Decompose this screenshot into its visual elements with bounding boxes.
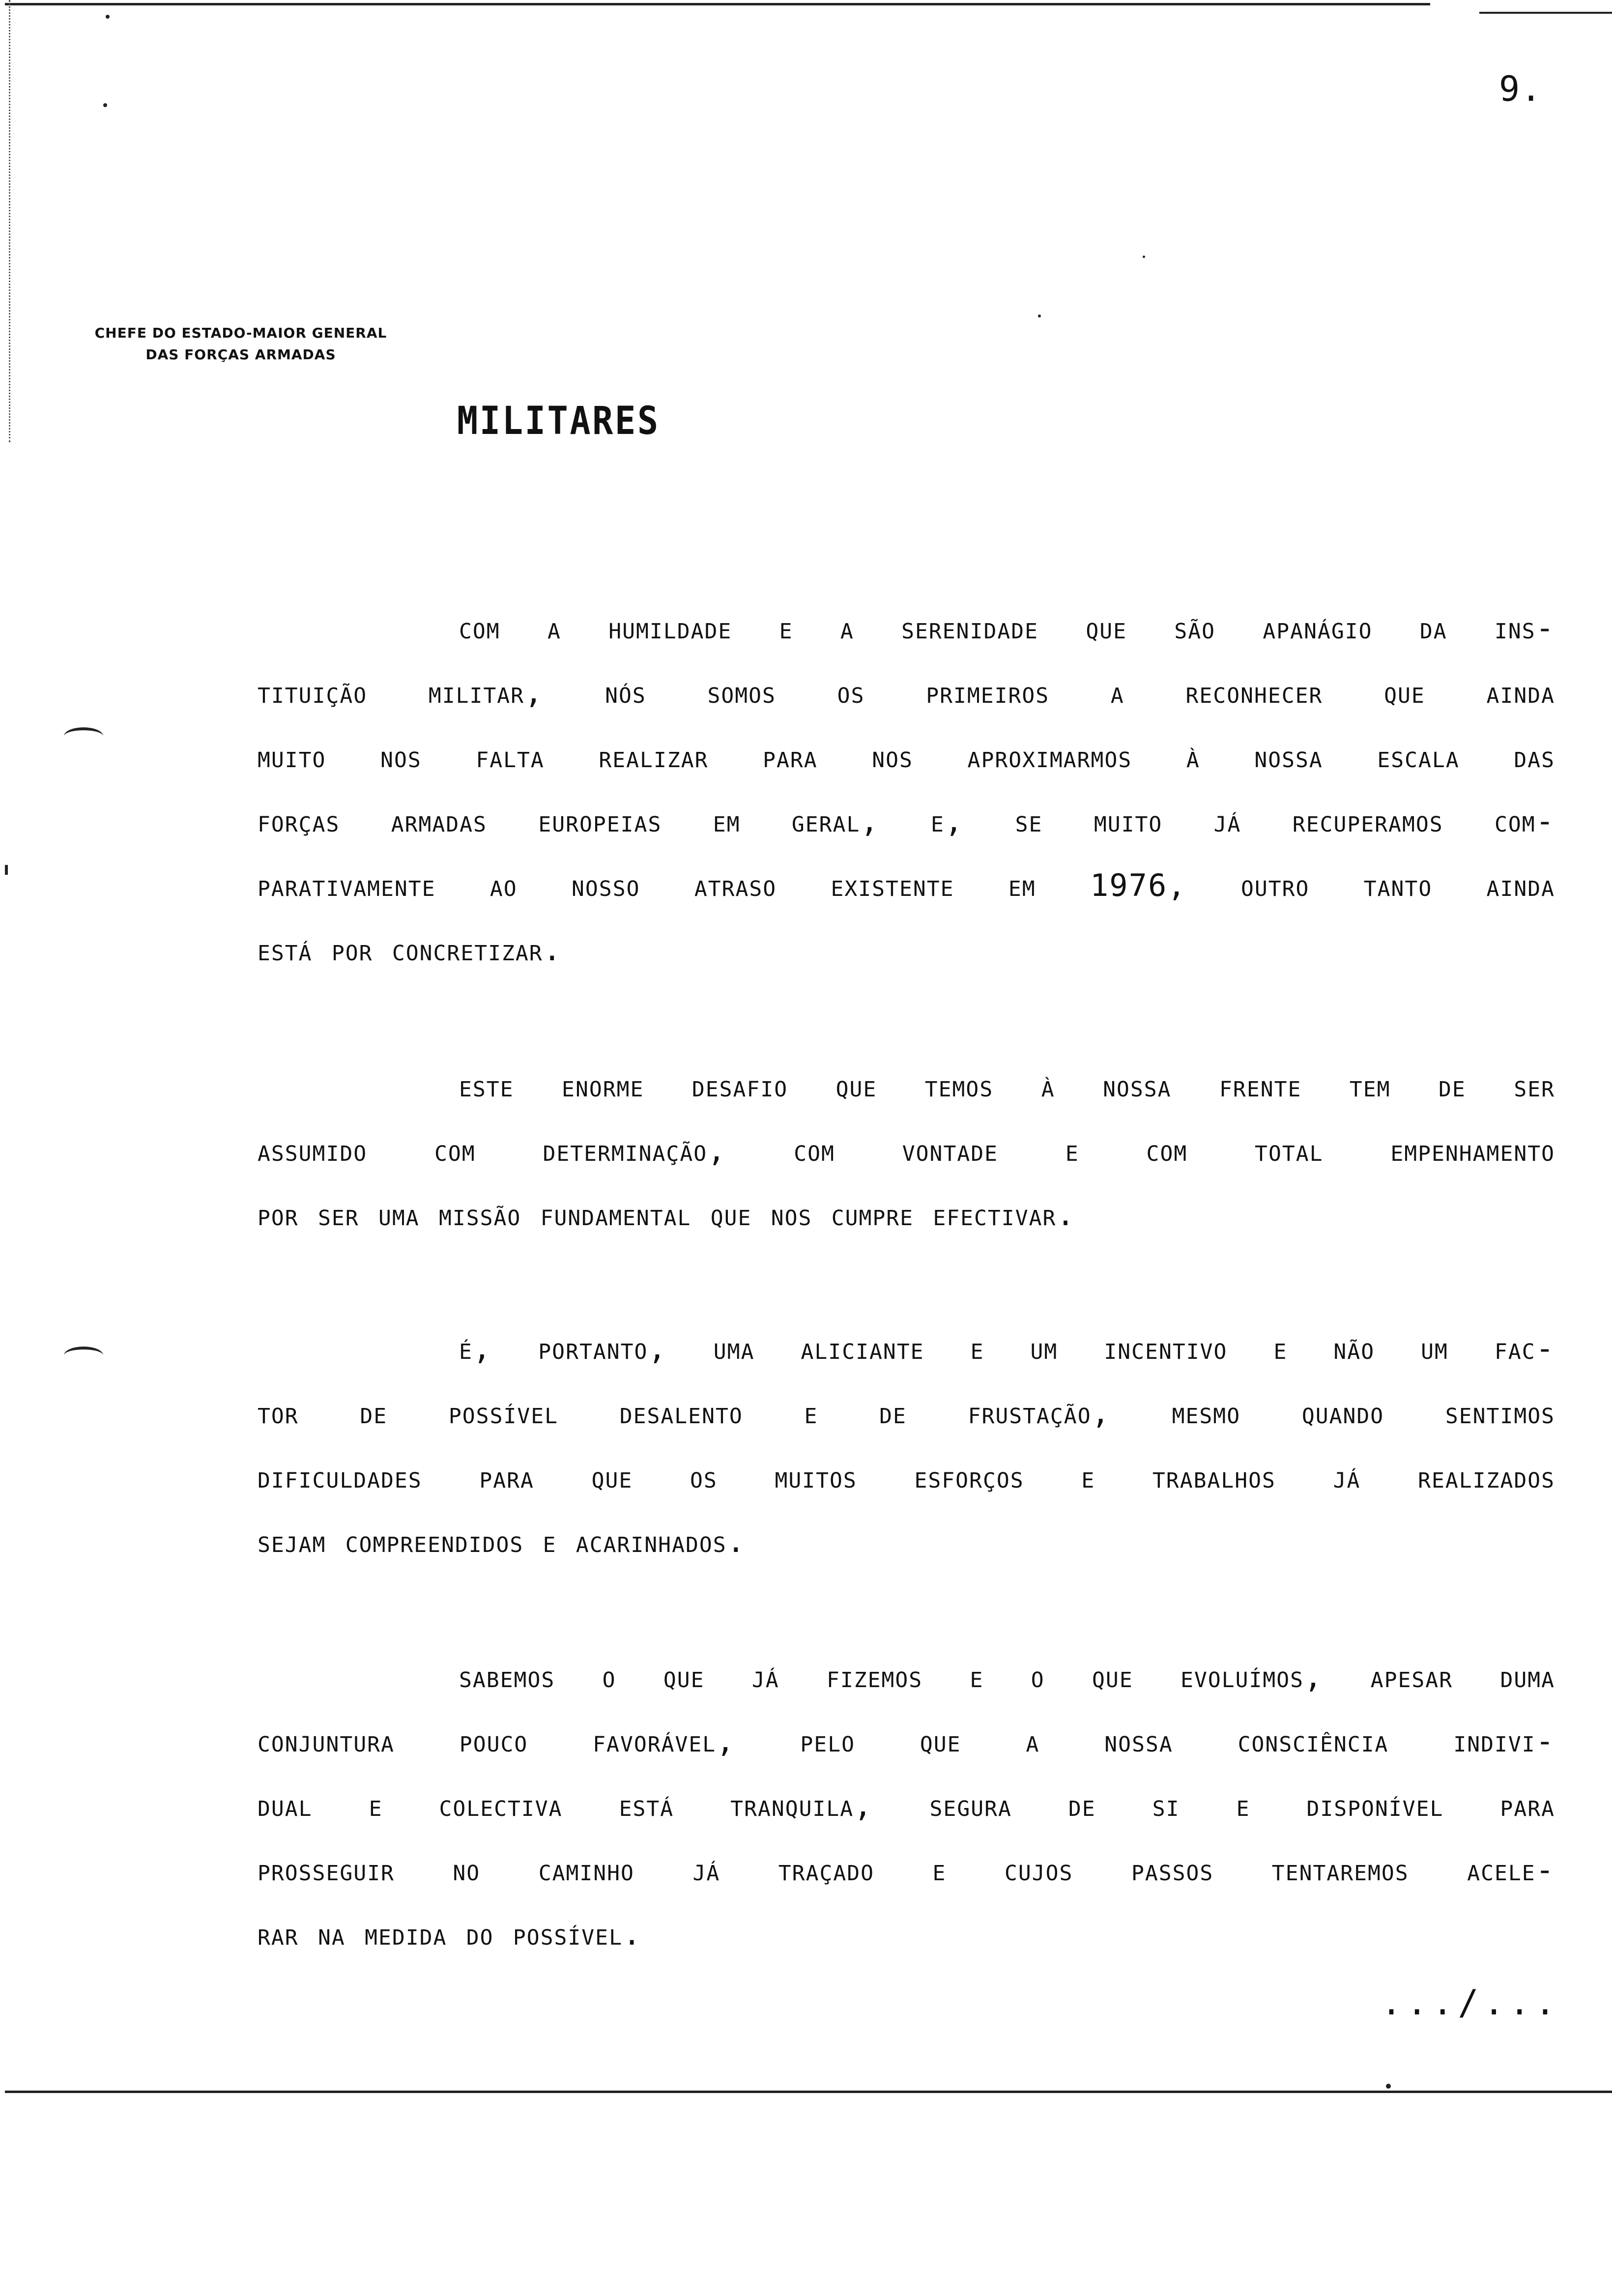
- section-title: MILITARES: [457, 399, 660, 443]
- paragraph-line: forças armadas europeias em geral, e, se muito já recuperamos com-: [258, 803, 1555, 839]
- paragraph-line: é, portanto, uma aliciante e um incentivo e não um fac-: [459, 1330, 1555, 1366]
- scan-bottom-rule: [5, 2091, 1612, 2093]
- paragraph-line: sabemos o que já fizemos e o que evoluímos, apesar duma: [459, 1659, 1555, 1694]
- punch-hole-mark: [64, 1347, 103, 1364]
- scan-left-edge: [9, 0, 10, 442]
- scan-speck: [103, 103, 107, 107]
- paragraph-line: sejam compreendidos e acarinhados.: [258, 1523, 746, 1559]
- paragraph-line: tor de possível desalento e de frustação, mesmo quando sentimos: [258, 1395, 1555, 1431]
- scan-speck: [106, 15, 110, 19]
- paragraph-line: prosseguir no caminho já traçado e cujos passos tentaremos acele-: [258, 1852, 1555, 1888]
- scan-top-rule: [5, 3, 1430, 5]
- letterhead-line-1: CHEFE DO ESTADO-MAIOR GENERAL: [94, 325, 387, 341]
- paragraph-line: muito nos falta realizar para nos aproximarmos à nossa escala das: [258, 739, 1555, 775]
- letterhead: [79, 322, 403, 366]
- paragraph-line: por ser uma missão fundamental que nos cumpre efectivar.: [258, 1197, 1076, 1233]
- page-number: 9.: [1499, 69, 1543, 109]
- paragraph-1: [258, 596, 1555, 982]
- paragraph-line: este enorme desafio que temos à nossa frente tem de ser: [459, 1068, 1555, 1104]
- paragraph-line: com a humildade e a serenidade que são apanágio da ins-: [459, 610, 1555, 646]
- paragraph-2: [258, 1054, 1555, 1247]
- paragraph-line: dificuldades para que os muitos esforços e trabalhos já realizados: [258, 1459, 1555, 1495]
- scan-speck: [1038, 315, 1041, 317]
- scan-speck: [1143, 256, 1145, 258]
- paragraph-line: parativamente ao nosso atraso existente em 1976, outro tanto ainda: [258, 867, 1555, 903]
- scan-top-rule-right: [1479, 12, 1612, 14]
- paragraph-line: tituição militar, nós somos os primeiros a reconhecer que ainda: [258, 674, 1555, 710]
- scan-speck: [1386, 2084, 1391, 2089]
- paragraph-line: dual e colectiva está tranquila, segura de si e disponível para: [258, 1787, 1555, 1823]
- punch-hole-mark: [64, 727, 103, 745]
- letterhead-line-2: DAS FORÇAS ARMADAS: [145, 346, 336, 363]
- continuation-mark: .../...: [1381, 1982, 1561, 2023]
- paragraph-4: [258, 1644, 1555, 1966]
- paragraph-line: rar na medida do possível.: [258, 1916, 642, 1952]
- paragraph-3: [258, 1316, 1555, 1574]
- scan-speck: [5, 865, 8, 875]
- paragraph-line: conjuntura pouco favorável, pelo que a nossa consciência indivi-: [258, 1723, 1555, 1759]
- paragraph-line: assumido com determinação, com vontade e com total empenhamento: [258, 1132, 1555, 1168]
- paragraph-line: está por concretizar.: [258, 932, 562, 968]
